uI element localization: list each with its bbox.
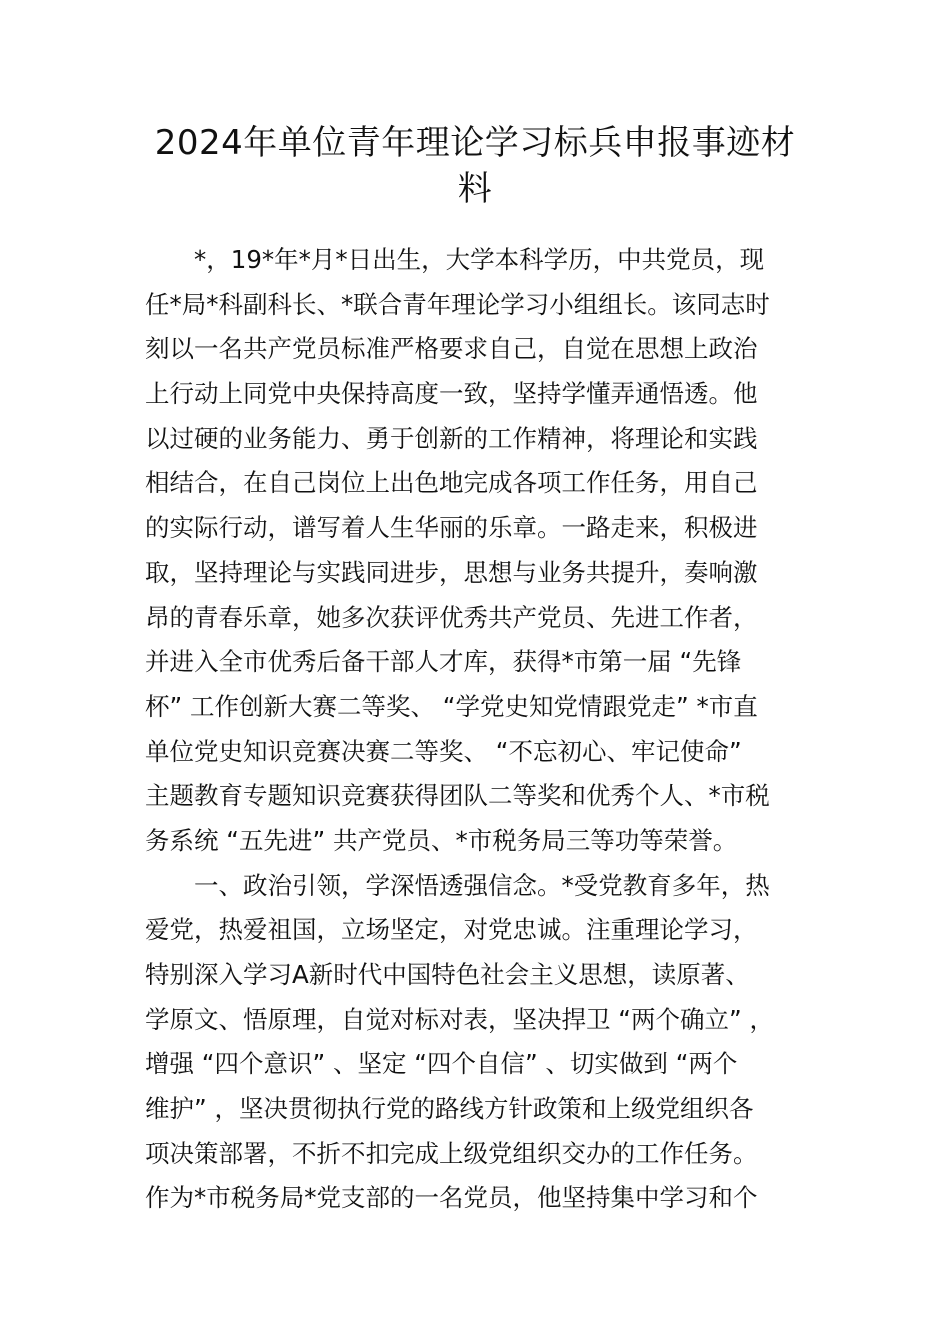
- paragraph-2: [145, 864, 805, 1222]
- paragraph-line: 特别深入学习A新时代中国特色社会主义思想，读原著、: [145, 960, 750, 989]
- paragraph-line: 取，坚持理论与实践同进步，思想与业务共提升，奏响激: [145, 557, 758, 587]
- paragraph-1: [145, 238, 805, 864]
- paragraph-line: 维护” ，坚决贯彻执行党的路线方针政策和上级党组织各: [145, 1094, 754, 1124]
- paragraph-line: *，19*年*月*日出生，大学本科学历，中共党员，现: [194, 245, 765, 274]
- paragraph-line: 昂的青春乐章，她多次获评优秀共产党员、先进工作者，: [145, 602, 758, 632]
- paragraph-line: 学原文、悟原理，自觉对标对表，坚决捍卫 “两个确立” ，: [145, 1004, 774, 1034]
- paragraph-line: 作为*市税务局*党支部的一名党员，他坚持集中学习和个: [145, 1183, 758, 1213]
- paragraph-line: 务系统 “五先进” 共产党员、*市税务局三等功等荣誉。: [145, 825, 738, 855]
- paragraph-line: 任*局*科副科长、*联合青年理论学习小组组长。该同志时: [145, 289, 770, 319]
- paragraph-line: 上行动上同党中央保持高度一致，坚持学懂弄通悟透。他: [145, 379, 758, 409]
- paragraph-line: 的实际行动，谱写着人生华丽的乐章。一路走来，积极进: [145, 513, 758, 543]
- paragraph-line: 以过硬的业务能力、勇于创新的工作精神，将理论和实践: [145, 423, 758, 453]
- paragraph-line: 增强 “四个意识” 、坚定 “四个自信” 、切实做到 “两个: [145, 1049, 738, 1079]
- paragraph-line: 一、政治引领，学深悟透强信念。*受党教育多年，热: [194, 870, 770, 900]
- paragraph-line: 项决策部署，不折不扣完成上级党组织交办的工作任务。: [145, 1138, 758, 1168]
- paragraph-line: 主题教育专题知识竞赛获得团队二等奖和优秀个人、*市税: [145, 781, 770, 811]
- paragraph-line: 单位党史知识竞赛决赛二等奖、 “不忘初心、牢记使命”: [145, 736, 742, 766]
- title-line-2: 料: [457, 169, 493, 209]
- paragraph-line: 刻以一名共产党员标准严格要求自己，自觉在思想上政治: [145, 334, 758, 364]
- paragraph-line: 杯” 工作创新大赛二等奖、 “学党史知党情跟党走” *市直: [145, 691, 758, 721]
- paragraph-line: 爱党，热爱祖国，立场坚定，对党忠诚。注重理论学习，: [145, 915, 758, 945]
- document-title: [140, 120, 810, 212]
- paragraph-line: 相结合，在自己岗位上出色地完成各项工作任务，用自己: [145, 468, 758, 498]
- document-body: [145, 238, 805, 1221]
- title-line-1: 2024年单位青年理论学习标兵申报事迹材: [154, 123, 796, 163]
- paragraph-line: 并进入全市优秀后备干部人才库，获得*市第一届 “先锋: [145, 647, 742, 677]
